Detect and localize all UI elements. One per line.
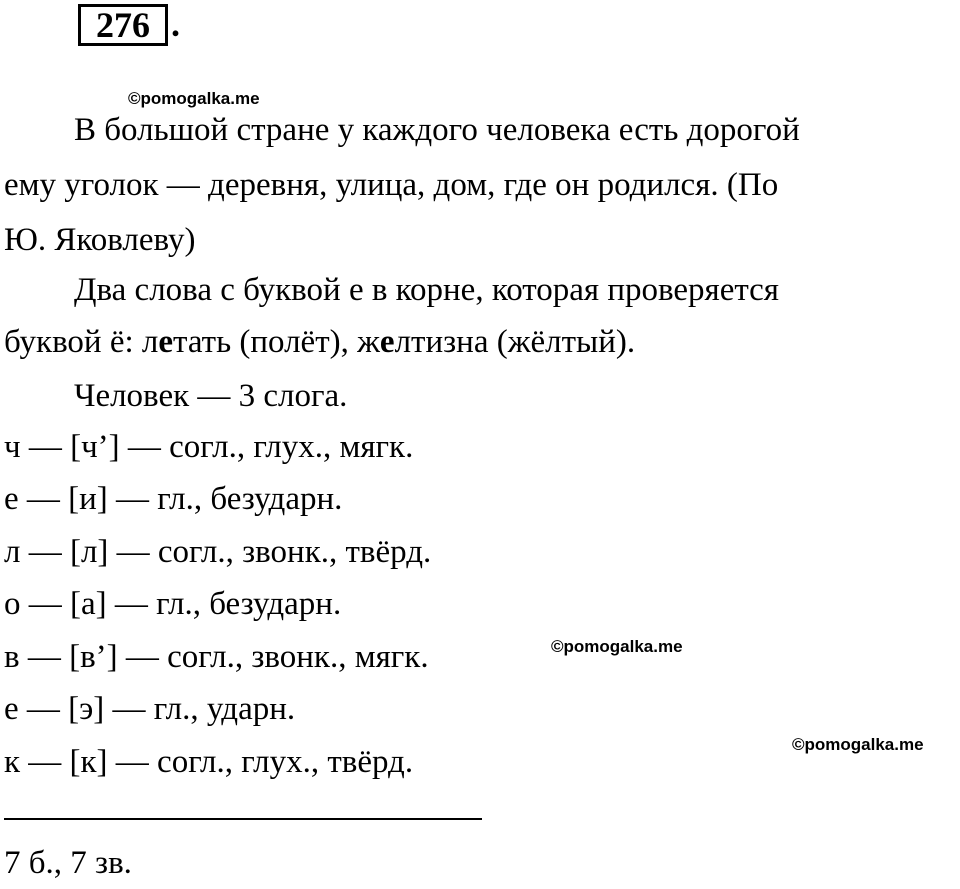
paragraph-2-line-2: [4, 326, 635, 359]
watermark-top: ©pomogalka.me: [128, 89, 260, 108]
phonetic-row: ч — [ч’] — согл., глух., мягк.: [4, 429, 414, 465]
paragraph-2-line-1: Два слова с буквой е в корне, которая проверяется: [74, 272, 779, 308]
highlighted-letter-1: е: [158, 324, 174, 360]
phonetic-row: о — [а] — гл., безударн.: [4, 586, 342, 622]
phonetic-row: е — [и] — гл., безударн.: [4, 481, 343, 517]
watermark-middle: ©pomogalka.me: [551, 637, 683, 656]
paragraph-1-line-3: Ю. Яковлеву): [4, 222, 196, 258]
task-number: 276: [96, 5, 150, 45]
phonetic-row: к — [к] — согл., глух., твёрд.: [4, 744, 414, 780]
phonetic-row: в — [в’] — согл., звонк., мягк.: [4, 639, 429, 675]
task-number-dot: .: [171, 4, 180, 44]
summary-line: 7 б., 7 зв.: [4, 845, 132, 881]
phonetic-row: е — [э] — гл., ударн.: [4, 691, 296, 727]
paragraph-1-line-1: В большой стране у каждого человека есть дорогой: [74, 112, 800, 148]
syllable-count-line: Человек — 3 слога.: [74, 378, 348, 414]
watermark-right: ©pomogalka.me: [792, 735, 924, 754]
paragraph-2-mid: тать (полёт), ж: [173, 324, 380, 360]
divider-line: [4, 818, 482, 820]
paragraph-1-line-2: ему уголок — деревня, улица, дом, где он родился. (По: [4, 167, 779, 203]
highlighted-letter-2: е: [379, 324, 395, 360]
paragraph-2-rest: лтизна (жёлтый).: [394, 324, 636, 360]
phonetic-row: л — [л] — согл., звонк., твёрд.: [4, 534, 432, 570]
paragraph-2-prefix: буквой ё: л: [4, 324, 159, 360]
task-number-box: [78, 4, 168, 46]
